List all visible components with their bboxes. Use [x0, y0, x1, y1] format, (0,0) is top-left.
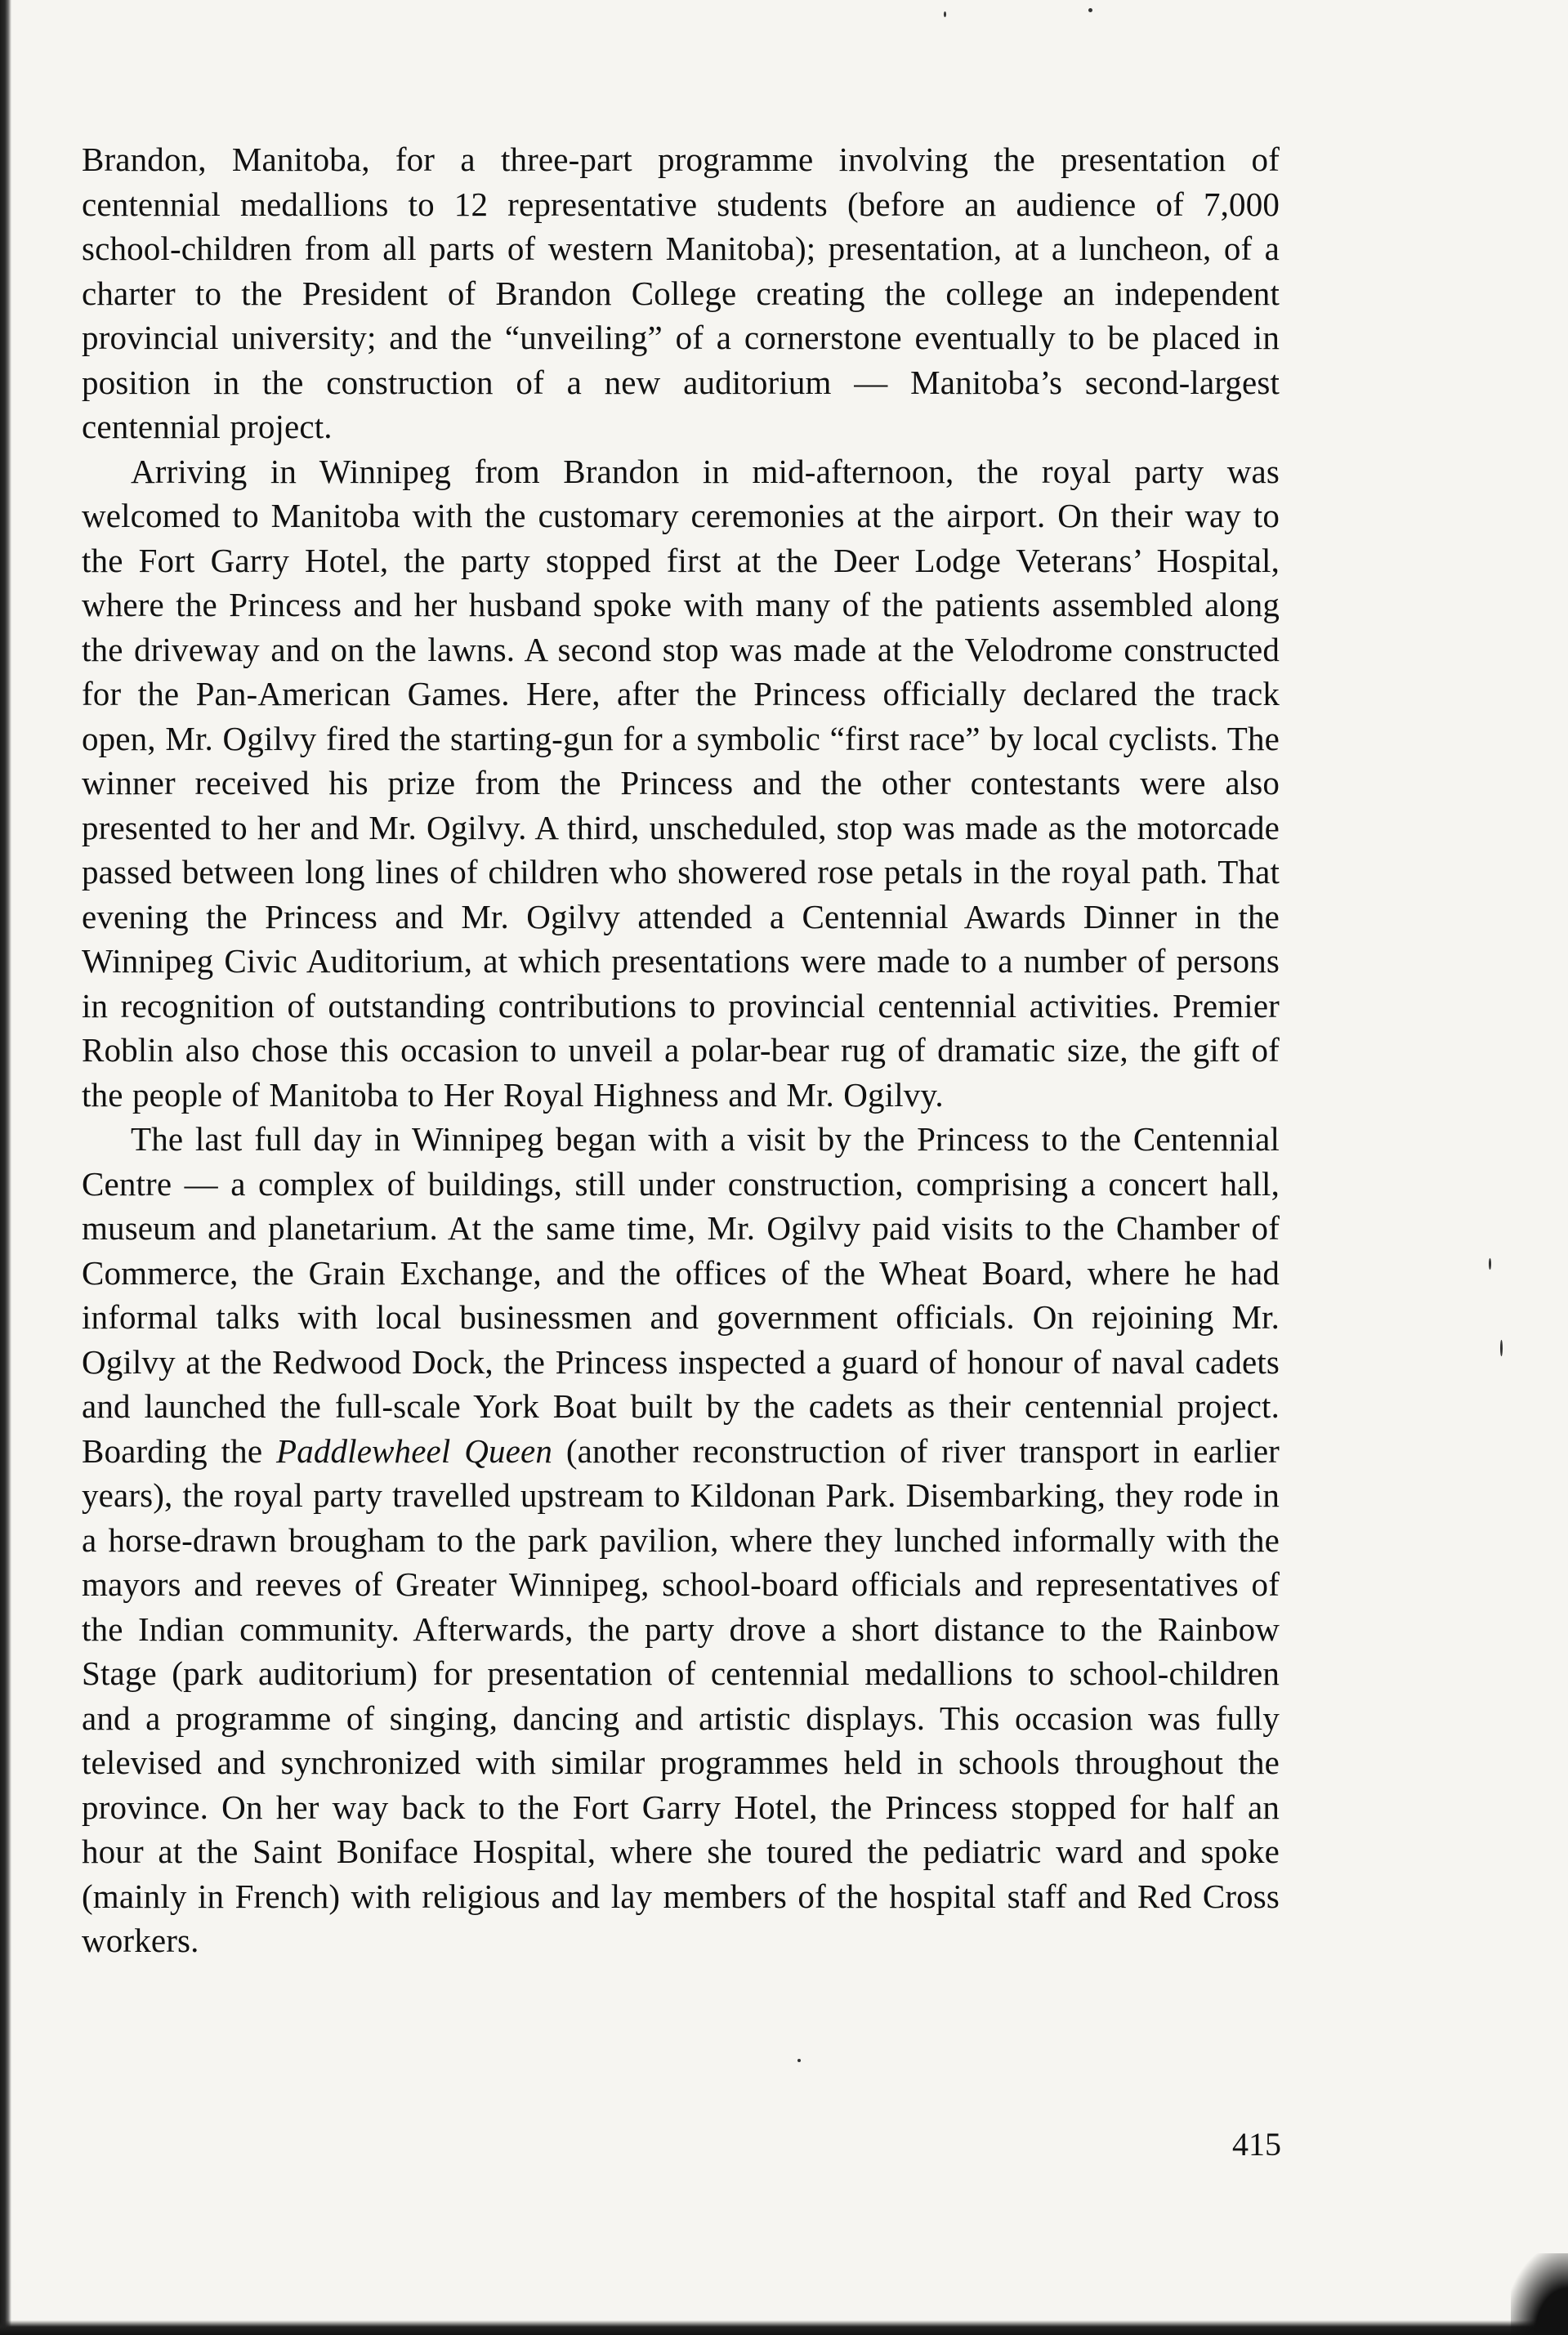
paragraph: Arriving in Winnipeg from Brandon in mid-afternoon, the royal party was welcomed to Manitoba with the customary ceremonies at the airport. On their way to the Fort Garry Hotel, the party stopped first at the Deer Lodge Veterans’ Hospital, where the Princess and her husband spoke with many of the patients assembled along the driveway and on the lawns. A second stop was made at the Velodrome constructed for the Pan-American Games. Here, after the Princess officially declared the track open, Mr. Ogilvy fired the starting-gun for a symbolic “first race” by local cyclists. The winner received his prize from the Princess and the other contestants were also presented to her and Mr. Ogilvy. A third, unscheduled, stop was made as the motorcade passed between long lines of children who showered rose petals in the royal path. That evening the Princess and Mr. Ogilvy attended a Centennial Awards Dinner in the Winnipeg Civic Auditorium, at which presentations were made to a number of persons in recognition of outstanding contributions to provincial centennial activities. Premier Roblin also chose this occasion to unveil a polar-bear rug of dramatic size, the gift of the people of Manitoba to Her Royal Highness and Mr. Ogilvy.	[82, 452, 1280, 1114]
boat-name-italic: Paddlewheel Queen	[276, 1431, 553, 1470]
paragraph	[82, 1117, 1280, 1963]
page-number: 415	[1232, 2126, 1281, 2163]
paragraph: Brandon, Manitoba, for a three-part programme involving the presentation of centennial medallions to 12 representative students (before an audience of 7,000 school-children from all parts of western Manitoba); presentation, at a luncheon, of a charter to the President of Brandon College creating the college an independent provincial university; and the “unveiling” of a cornerstone eventually to be placed in position in the construction of a new auditorium — Manitoba’s second-largest centennial project.	[82, 141, 1280, 445]
binding-shadow-bottom	[0, 2320, 1568, 2335]
scan-speck	[1500, 1340, 1503, 1356]
body-text	[82, 137, 1280, 1963]
scan-speck	[797, 2059, 801, 2062]
scan-speck	[1088, 8, 1092, 12]
binding-shadow-left	[0, 0, 11, 2335]
scan-speck	[944, 11, 946, 17]
paragraph-text: The last full day in Winnipeg began with a visit by the Princess to the Centennial Centre — a complex of buildings, still under construction, comprising a concert hall, museum and planetarium. At the same time, Mr. Ogilvy paid visits to the Chamber of Commerce, the Grain Exchange, and the offices of the Wheat Board, where he had informal talks with local businessmen and government officials. On rejoining Mr. Ogilvy at the Redwood Dock, the Princess inspected a guard of honour of naval cadets and launched the full-scale York Boat built by the cadets as their centennial project. Boarding the	[82, 1120, 1280, 1470]
paragraph-text: (another reconstruction of river transport in earlier years), the royal party travelled upstream to Kildonan Park. Disembarking, they rode in a horse-drawn brougham to the park pavilion, where they lunched informally with the mayors and reeves of Greater Winnipeg, school-board officials and representatives of the Indian community. Afterwards, the party drove a short distance to the Rainbow Stage (park auditorium) for presentation of centennial medallions to school-children and a programme of singing, dancing and artistic displays. This occasion was fully televised and synchronized with similar programmes held in schools throughout the province. On her way back to the Fort Garry Hotel, the Princess stopped for half an hour at the Saint Boniface Hospital, where she toured the pediatric ward and spoke (mainly in French) with religious and lay members of the hospital staff and Red Cross workers.	[82, 1431, 1280, 1959]
page-corner-shadow	[1511, 2253, 1568, 2335]
scan-speck	[1489, 1258, 1491, 1270]
